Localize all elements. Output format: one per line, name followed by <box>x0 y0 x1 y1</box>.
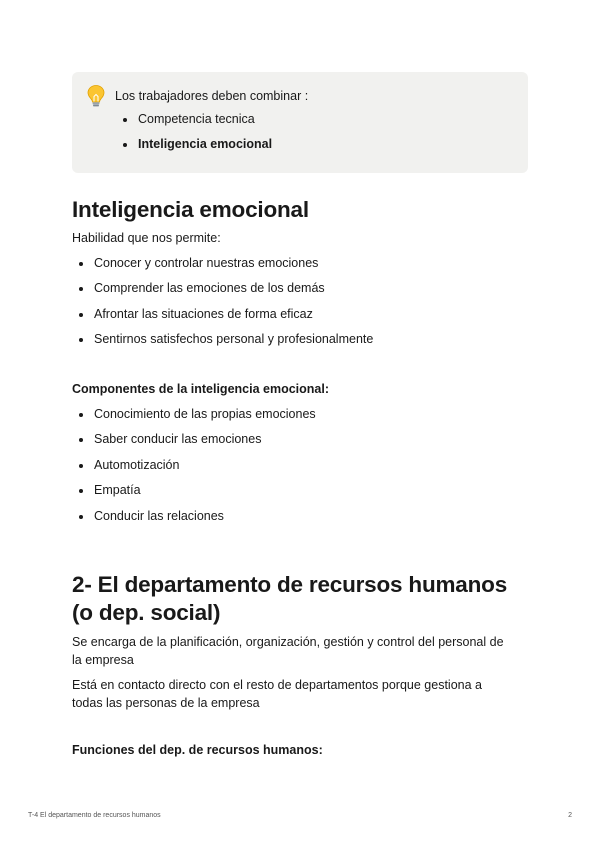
callout-list-item-text: Competencia tecnica <box>138 112 255 126</box>
section-heading-inteligencia: Inteligencia emocional <box>72 197 309 222</box>
bullet-dot <box>79 287 83 291</box>
bullet-dot <box>79 515 83 519</box>
list-item <box>94 482 141 498</box>
list-item <box>94 331 373 347</box>
paragraph: la empresa <box>72 653 134 667</box>
components-title: Componentes de la inteligencia emocional: <box>72 382 329 396</box>
paragraph: Se encarga de la planificación, organización, gestión y control del personal de <box>72 635 504 649</box>
list-item <box>94 508 224 524</box>
bullet-dot <box>79 464 83 468</box>
section-intro: Habilidad que nos permite: <box>72 231 221 245</box>
list-item-text: Automotización <box>94 458 180 472</box>
list-item-text: Afrontar las situaciones de forma eficaz <box>94 307 313 321</box>
list-item-text: Sentirnos satisfechos personal y profesionalmente <box>94 332 374 346</box>
functions-title: Funciones del dep. de recursos humanos: <box>72 743 323 757</box>
paragraph: todas las personas de la empresa <box>72 696 260 710</box>
list-item <box>94 406 316 422</box>
list-item <box>94 255 318 271</box>
footer-title: T-4 El departamento de recursos humanos <box>28 812 161 819</box>
page-number: 2 <box>568 812 572 819</box>
bullet-dot <box>79 313 83 317</box>
callout-intro: Los trabajadores deben combinar : <box>115 89 309 103</box>
callout-list-item-text: Inteligencia emocional <box>138 137 273 151</box>
lightbulb-icon <box>86 84 106 108</box>
bullet-dot <box>79 413 83 417</box>
list-item-text: Conocimiento de las propias emociones <box>94 407 316 421</box>
list-item-text: Comprender las emociones de los demás <box>94 281 325 295</box>
callout-list-item <box>138 136 272 152</box>
paragraph: Está en contacto directo con el resto de departamentos porque gestiona a <box>72 678 482 692</box>
list-item <box>94 280 325 296</box>
bullet-dot <box>79 489 83 493</box>
list-item <box>94 431 261 447</box>
list-item <box>94 306 313 322</box>
list-item-text: Saber conducir las emociones <box>94 432 262 446</box>
list-item <box>94 457 179 473</box>
bullet-dot <box>79 438 83 442</box>
list-item-text: Empatía <box>94 483 141 497</box>
section-heading-rrhh: 2- El departamento de recursos humanos <box>72 572 508 597</box>
bullet-dot <box>79 338 83 342</box>
bullet-dot <box>123 143 127 147</box>
list-item-text: Conducir las relaciones <box>94 509 224 523</box>
section-heading-rrhh-line2: (o dep. social) <box>72 600 221 625</box>
bullet-dot <box>123 118 127 122</box>
callout-list-item <box>138 111 255 127</box>
bullet-dot <box>79 262 83 266</box>
list-item-text: Conocer y controlar nuestras emociones <box>94 256 319 270</box>
